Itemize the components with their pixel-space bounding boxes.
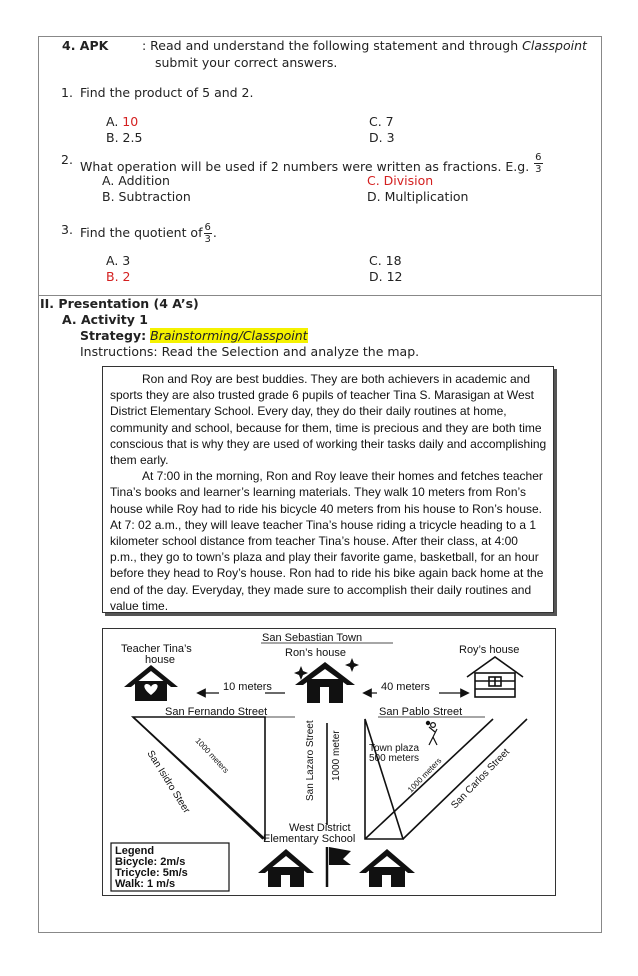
center-distance-1000: 1000 meter	[331, 730, 342, 781]
teacher-house-label-2: house	[145, 654, 175, 666]
legend-walk: Walk: 1 m/s	[115, 878, 176, 890]
instructions-text: Instructions: Read the Selection and analyze the map.	[80, 344, 420, 359]
distance-40-meters: 40 meters	[381, 681, 430, 693]
reading-passage	[102, 366, 554, 613]
q1-option-b[interactable]: B. 2.5	[106, 130, 143, 145]
q2-text: What operation will be used if 2 numbers were written as fractions. E.g. $\frac{6}{3}$	[80, 152, 542, 175]
apk-instruction: : Read and understand the following statement and through Classpoint	[142, 38, 587, 53]
san-fernando-street: San Fernando Street	[165, 706, 268, 718]
roys-house-icon	[467, 657, 523, 697]
q3-text: Find the quotient of $\frac{6}{3}$ .	[80, 222, 217, 245]
roys-house-label: Roy’s house	[459, 644, 520, 656]
q3-option-a[interactable]: A. 3	[106, 253, 131, 268]
right-distance-1000: 1000 meters	[405, 756, 444, 795]
rons-house-label: Ron’s house	[285, 647, 346, 659]
q1-number: 1.	[61, 85, 73, 100]
q3-option-c[interactable]: C. 18	[369, 253, 402, 268]
town-map	[102, 628, 556, 896]
legend-bicycle: Bicycle: 2m/s	[115, 856, 186, 868]
q2-option-a[interactable]: A. Addition	[102, 173, 170, 188]
passage-paragraph-2: At 7:00 in the morning, Ron and Roy leave their homes and fetches teacher Tina’s books and learner’s learning materials. They walk 10 meters from Ron’s house while Roy had to ride his bicycle 40 meters from his house to Ron’s house. At 7: 02 a.m., they will leave teacher Tina’s house riding a tricycle heading to a 1 kilometer school distance from teacher Tina’s house. After their class, at 4:00 p.m., they go to town’s plaza and play their favorite game, basketball, for an hour before they head to Roy’s house. Ron had to ride his bike again back home at the end of the day. Everyday, they made sure to accomplish their daily routines and value time.	[110, 469, 544, 613]
san-pablo-street: San Pablo Street	[379, 706, 463, 718]
q3-fraction: $\frac{6}{3}$	[204, 222, 211, 245]
q2-option-d[interactable]: D. Multiplication	[367, 189, 469, 204]
school-label: West District	[289, 822, 351, 834]
town-plaza-distance: 500 meters	[369, 753, 420, 764]
q1-option-a[interactable]: A. 10	[106, 114, 139, 129]
q2-number: 2.	[61, 152, 73, 167]
q3-number: 3.	[61, 222, 73, 237]
town-plaza-label: Town plaza	[369, 743, 420, 754]
left-distance-1000: 1000 meters	[193, 736, 231, 775]
q1-text: Find the product of 5 and 2.	[80, 85, 254, 100]
apk-instruction-line2: submit your correct answers.	[155, 55, 338, 70]
school-label-2: Elementary School	[263, 833, 356, 845]
legend-title: Legend	[115, 845, 155, 857]
rons-house-icon	[294, 658, 359, 703]
apk-label: 4. APK	[62, 38, 109, 53]
q2-option-c[interactable]: C. Division	[367, 173, 434, 188]
school-icon	[258, 847, 415, 887]
strategy-line: Strategy: Brainstorming/Classpoint	[80, 328, 308, 343]
teacher-house-icon	[124, 665, 178, 701]
q3-option-d[interactable]: D. 12	[369, 269, 403, 284]
q1-option-d[interactable]: D. 3	[369, 130, 395, 145]
san-isidro-street: San Isidro Steer	[144, 748, 192, 816]
town-name: San Sebastian Town	[262, 632, 363, 644]
q2-option-b[interactable]: B. Subtraction	[102, 189, 191, 204]
activity-heading: A. Activity 1	[62, 312, 148, 327]
san-lazaro-street: San Lazaro Street	[305, 720, 316, 801]
q2-fraction: $\frac{6}{3}$	[535, 152, 542, 175]
q3-option-b[interactable]: B. 2	[106, 269, 131, 284]
teacher-house-label: Teacher Tina’s	[121, 643, 192, 655]
presentation-heading: II. Presentation (4 A’s)	[40, 296, 199, 311]
basketball-player-icon	[426, 721, 437, 745]
passage-paragraph-1: Ron and Roy are best buddies. They are both achievers in academic and sports they are also trusted grade 6 pupils of teacher Tina S. Marasigan at West District Elementary School. Every day, they do their daily routines at home, community and school, because for them, time is precious and they are both time conscious that is why they are used of working their tasks daily and accomplishing them early.	[110, 372, 547, 468]
san-carlos-street: San Carlos Street	[449, 746, 512, 812]
q1-option-c[interactable]: C. 7	[369, 114, 394, 129]
map-drawing	[103, 629, 555, 895]
distance-10-meters: 10 meters	[223, 681, 272, 693]
legend-tricycle: Tricycle: 5m/s	[115, 867, 188, 879]
left-road-diagonal	[133, 717, 263, 839]
